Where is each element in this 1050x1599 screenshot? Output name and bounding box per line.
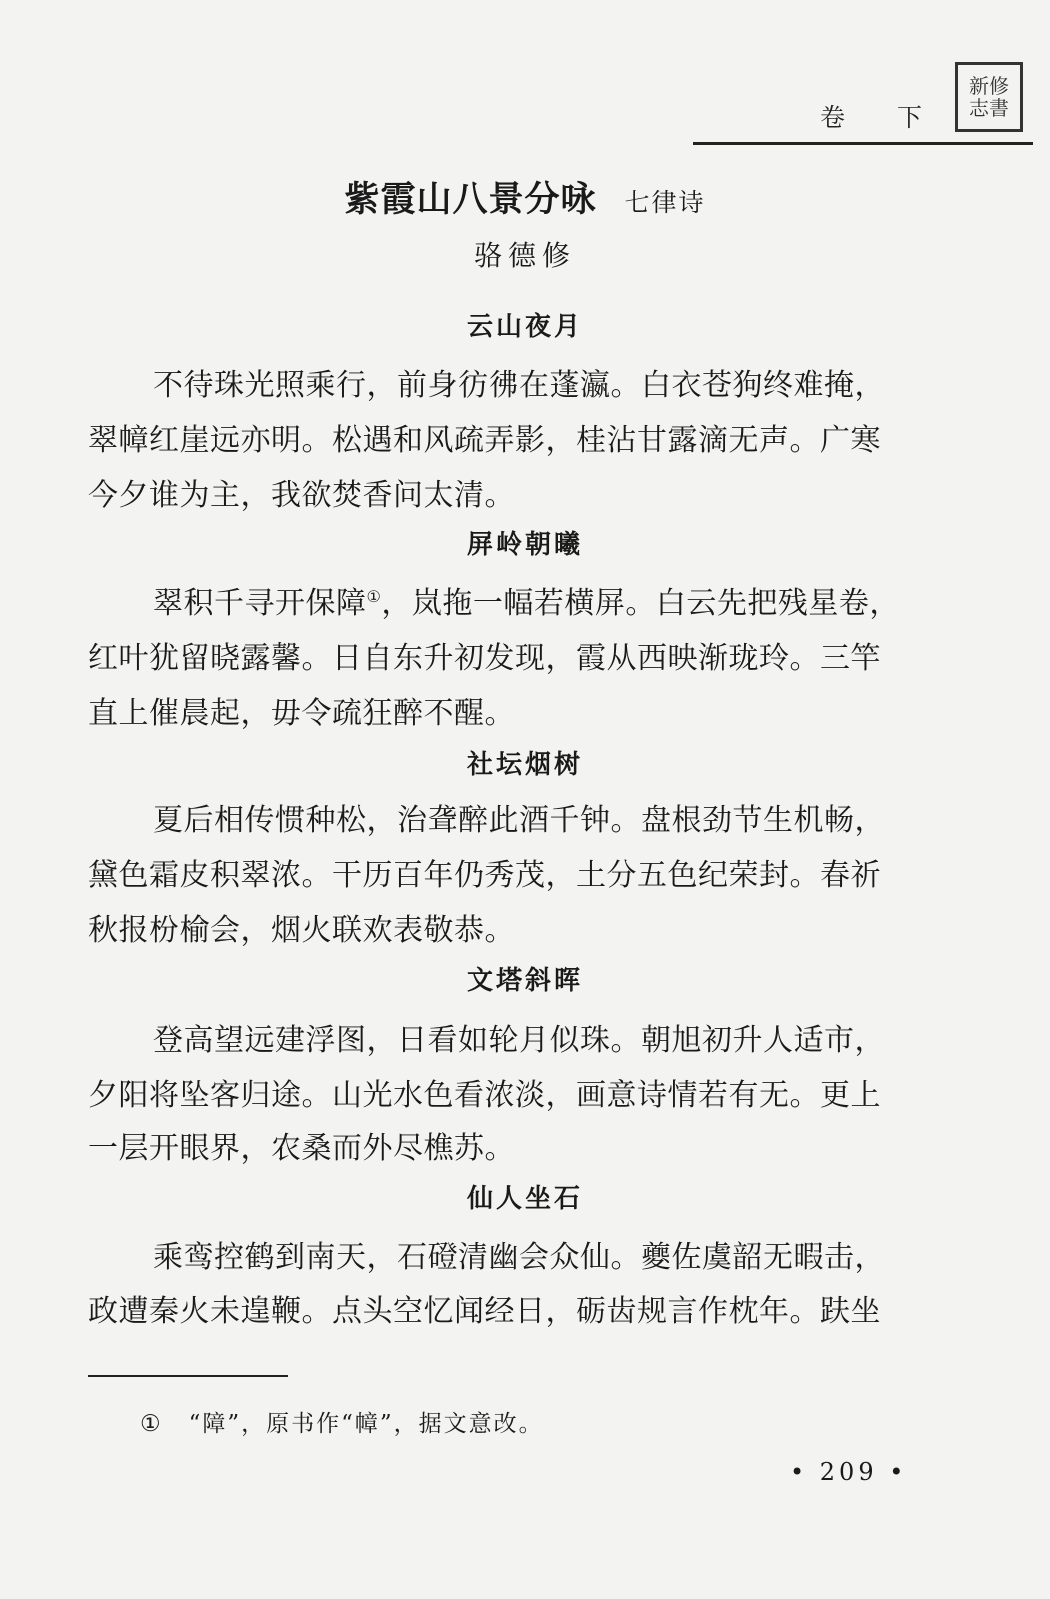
text-segment: 翠积千寻开保障: [153, 586, 367, 621]
poem-genre: 七律诗: [624, 188, 706, 217]
text-line: 翠幛红崖远亦明。松遇和风疏弄影，桂沾甘露滴无声。广寒: [88, 423, 881, 458]
section-title: 文塔斜晖: [466, 966, 583, 996]
footnote: [140, 1405, 544, 1438]
section-title: 社坛烟树: [466, 750, 583, 780]
text-line: 一层开眼界，农桑而外尽樵苏。: [88, 1131, 515, 1166]
title-row: [0, 172, 1050, 222]
text-line: 夕阳将坠客归途。山光水色看浓淡，画意诗情若有无。更上: [88, 1078, 881, 1113]
section-title: 仙人坐石: [466, 1184, 583, 1214]
text-line: 夏后相传惯种松，治聋醉此酒千钟。盘根劲节生机畅，: [153, 803, 885, 838]
text-line: 政遭秦火未遑鞭。点头空忆闻经日，砺齿规言作枕年。趺坐: [88, 1294, 881, 1329]
text-segment: ，岚拖一幅若横屏。白云先把残星卷，: [381, 586, 900, 621]
footnote-text: “障”，原书作“幛”，据文意改。: [188, 1411, 544, 1437]
text-line: 秋报枌榆会，烟火联欢表敬恭。: [88, 913, 515, 948]
poem-author: 骆德修: [473, 239, 576, 272]
text-line: 登高望远建浮图，日看如轮月似珠。朝旭初升人适市，: [153, 1023, 885, 1058]
footnote-ref: ①: [366, 587, 382, 606]
text-line: 直上催晨起，毋令疏狂醉不醒。: [88, 696, 515, 731]
running-head: 卷 下: [820, 103, 944, 132]
section-title: 屏岭朝曦: [466, 530, 583, 560]
text-line: 红叶犹留晓露馨。日自东升初发现，霞从西映渐珑玲。三竿: [88, 641, 881, 676]
text-line: 不待珠光照乘行，前身彷彿在蓬瀛。白衣苍狗终难掩，: [153, 368, 885, 403]
footnote-mark: ①: [140, 1411, 163, 1437]
poem-title: 紫霞山八景分咏: [344, 179, 597, 220]
text-line: 乘鸾控鹤到南天，石磴清幽会众仙。夔佐虞韶无暇击，: [153, 1240, 885, 1275]
text-line: 黛色霜皮积翠浓。干历百年仍秀茂，土分五色纪荣封。春祈: [88, 858, 881, 893]
footnote-rule: [88, 1375, 288, 1377]
seal-logo: 新修 志書: [955, 62, 1023, 132]
text-line: [153, 578, 900, 622]
header-rule: [693, 142, 1033, 145]
page-number: • 209 •: [790, 1458, 908, 1486]
section-title: 云山夜月: [466, 312, 583, 342]
text-line: 今夕谁为主，我欲焚香问太清。: [88, 478, 515, 513]
